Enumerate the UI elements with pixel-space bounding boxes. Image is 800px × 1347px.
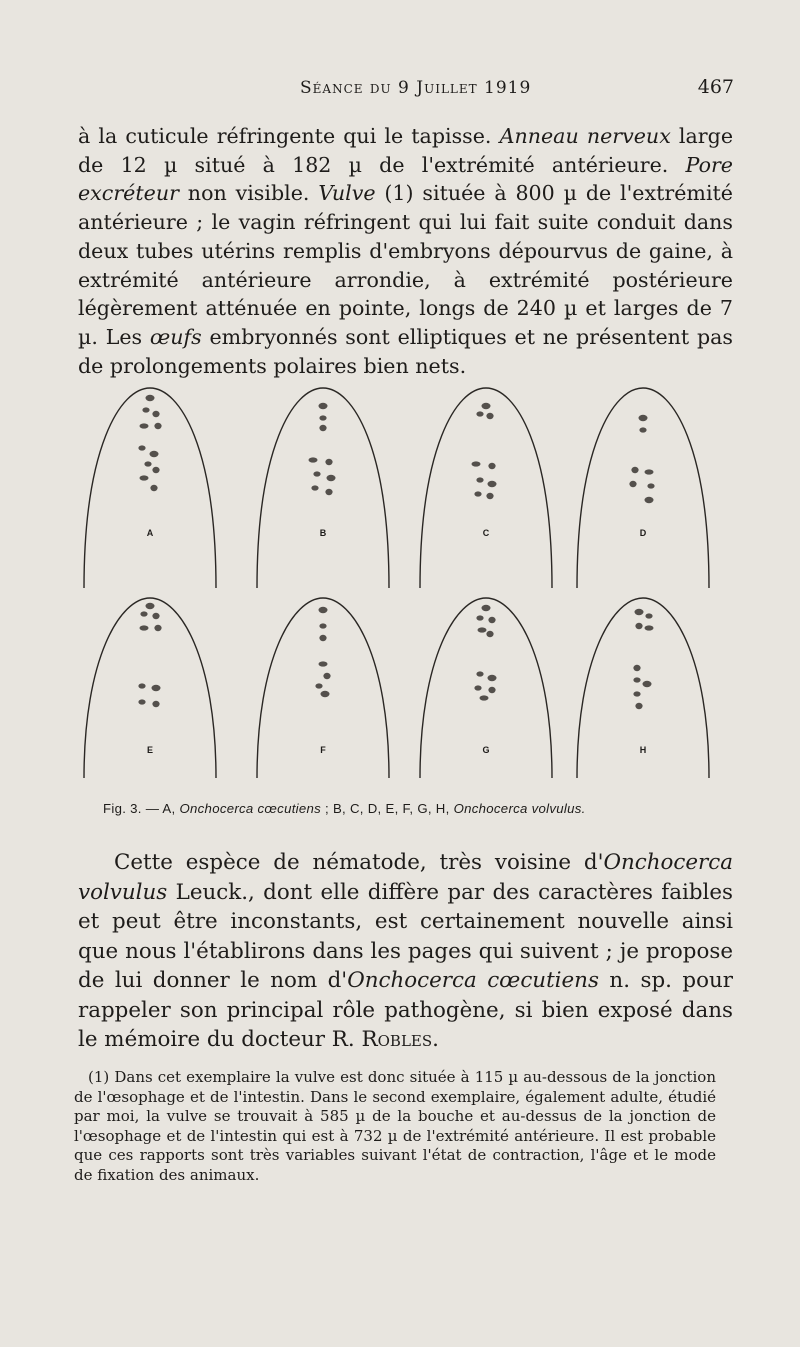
nucleus-mark: [154, 625, 161, 631]
nucleus-mark: [140, 475, 149, 480]
nucleus-mark: [144, 461, 151, 466]
nucleus-mark: [315, 683, 322, 688]
nucleus-mark: [629, 481, 636, 487]
nucleus-mark: [152, 613, 159, 619]
panel-label-f: F: [320, 745, 326, 755]
nucleus-mark: [319, 635, 326, 641]
nucleus-mark: [488, 617, 495, 623]
nucleus-mark: [321, 691, 330, 697]
nucleus-mark: [488, 687, 495, 693]
term-vulva: Vulve: [318, 181, 376, 206]
panel-label-d: D: [639, 528, 647, 538]
nucleus-mark: [325, 489, 332, 495]
nucleus-mark: [152, 685, 161, 691]
nucleus-mark: [486, 493, 493, 499]
nucleus-mark: [633, 677, 640, 682]
nucleus-mark: [645, 625, 654, 630]
figure-anterior-ends: [78, 378, 733, 798]
nucleus-mark: [482, 403, 491, 409]
nucleus-mark: [319, 661, 328, 666]
nucleus-mark: [476, 411, 483, 416]
nucleus-mark: [639, 415, 648, 421]
nucleus-mark: [150, 451, 159, 457]
nucleus-mark: [639, 427, 646, 432]
worm-outline-c: [420, 388, 552, 588]
nucleus-mark: [643, 681, 652, 687]
page-number: 467: [697, 76, 734, 98]
panel-label-h: H: [639, 745, 647, 755]
nucleus-mark: [486, 631, 493, 637]
text-run: à la cuticule réfringente qui le tapisse.: [78, 124, 500, 148]
nucleus-mark: [140, 423, 149, 428]
nucleus-mark: [474, 491, 481, 496]
nucleus-mark: [140, 625, 149, 630]
nucleus-mark: [150, 485, 157, 491]
nucleus-mark: [645, 497, 654, 503]
caption-species-coecutiens: Onchocerca cœcutiens: [179, 801, 322, 816]
nucleus-mark: [319, 425, 326, 431]
nucleus-mark: [319, 623, 326, 628]
nucleus-mark: [635, 623, 642, 629]
nucleus-mark: [138, 699, 145, 704]
nucleus-mark: [476, 615, 483, 620]
nucleus-mark: [488, 481, 497, 487]
nucleus-mark: [319, 607, 328, 613]
author-name: Robles.: [361, 1027, 439, 1052]
footnote-text: (1) Dans cet exemplaire la vulve est donc située à 115 µ au-dessous de la jonction de l'œsophage et de l'intestin. Dans le second exemplaire, également adulte, étudié par moi, la vulve se trouvait à 585 µ de la bouche et au-dessus de la jonction de l'œsophage et de l'intestin qui est à 732 µ de l'extrémité antérieure. Il est probable que ces rapports sont très variables suivant l'état de contraction, l'âge et le mode de fixation des animaux.: [74, 1068, 716, 1184]
text-run: Leuck., dont elle diffère par des caractères faibles et peut être inconstants, est certainement nouvelle ainsi que nous l'établirons dans les pages qui suivent ; je propose de lui donner le nom d': [78, 879, 733, 993]
nucleus-mark: [478, 627, 487, 632]
nucleus-mark: [635, 609, 644, 615]
nucleus-mark: [472, 461, 481, 466]
text-run: embryonnés sont elliptiques et ne présentent pas de prolongements polaires bien nets.: [78, 324, 733, 378]
nucleus-mark: [645, 469, 654, 474]
nucleus-mark: [488, 675, 497, 681]
text-run: large de 12 µ situé à 182 µ de l'extrémité antérieure.: [78, 124, 733, 177]
nucleus-mark: [146, 603, 155, 609]
paragraph-description: [78, 122, 733, 380]
species-name: Onchocerca volvulus: [78, 850, 733, 905]
panel-label-a: A: [146, 528, 154, 538]
nucleus-mark: [482, 605, 491, 611]
nucleus-mark: [319, 415, 326, 420]
nucleus-mark: [645, 613, 652, 618]
text-run: n. sp. pour rappeler son principal rôle pathogène, si bien exposé dans le mémoire du docteur R.: [78, 968, 733, 1052]
species-name: Onchocerca cœcutiens: [347, 968, 599, 993]
nucleus-mark: [474, 685, 481, 690]
term-excretory-pore: Pore excréteur: [78, 152, 733, 206]
nucleus-mark: [313, 471, 320, 476]
nucleus-mark: [476, 671, 483, 676]
nucleus-mark: [327, 475, 336, 481]
nucleus-mark: [486, 413, 493, 419]
paragraph-new-species: [78, 848, 733, 1055]
nucleus-mark: [631, 467, 638, 473]
figure-drawing: [78, 378, 733, 798]
nucleus-mark: [323, 673, 330, 679]
nucleus-mark: [140, 611, 147, 616]
nucleus-mark: [319, 403, 328, 409]
worm-outline-a: [84, 388, 216, 588]
text-run: non visible.: [178, 181, 319, 206]
text-run: (1) située à 800 µ de l'extrémité antérieure ; le vagin réfringent qui lui fait suite conduit dans deux tubes utérins remplis d'embryons dépourvus de gaine, à extrémité antérieure arrondie, à extrémité postérieure légèrement atténuée en pointe, longs de 240 µ et larges de 7 µ. Les: [78, 181, 733, 349]
nucleus-mark: [633, 665, 640, 671]
caption-species-volvulus: Onchocerca volvulus.: [453, 801, 586, 816]
nucleus-mark: [154, 423, 161, 429]
nucleus-mark: [647, 483, 654, 488]
caption-text: Fig. 3. — A,: [103, 801, 180, 816]
nucleus-mark: [325, 459, 332, 465]
nucleus-mark: [138, 445, 145, 450]
nucleus-mark: [311, 485, 318, 490]
nucleus-mark: [488, 463, 495, 469]
nucleus-mark: [476, 477, 483, 482]
panel-label-e: E: [146, 745, 154, 755]
nucleus-mark: [138, 683, 145, 688]
figure-caption: [103, 801, 743, 816]
nucleus-mark: [142, 407, 149, 412]
nucleus-mark: [633, 691, 640, 696]
header-title: Séance du 9 Juillet 1919: [300, 78, 532, 98]
nucleus-mark: [309, 457, 318, 462]
running-header: [300, 76, 734, 98]
nucleus-mark: [152, 411, 159, 417]
panel-label-c: C: [482, 528, 490, 538]
nucleus-mark: [152, 701, 159, 707]
text-run: Cette espèce de nématode, très voisine d': [114, 850, 604, 875]
panel-label-b: B: [319, 528, 327, 538]
term-eggs: œufs: [149, 324, 202, 349]
nucleus-mark: [480, 695, 489, 700]
footnote: [74, 1068, 716, 1185]
term-nerve-ring: Anneau nerveux: [499, 124, 671, 148]
nucleus-mark: [146, 395, 155, 401]
figure-panels: [84, 388, 709, 778]
nucleus-mark: [152, 467, 159, 473]
caption-text: ; B, C, D, E, F, G, H,: [321, 801, 454, 816]
nucleus-mark: [635, 703, 642, 709]
panel-label-g: G: [482, 745, 490, 755]
